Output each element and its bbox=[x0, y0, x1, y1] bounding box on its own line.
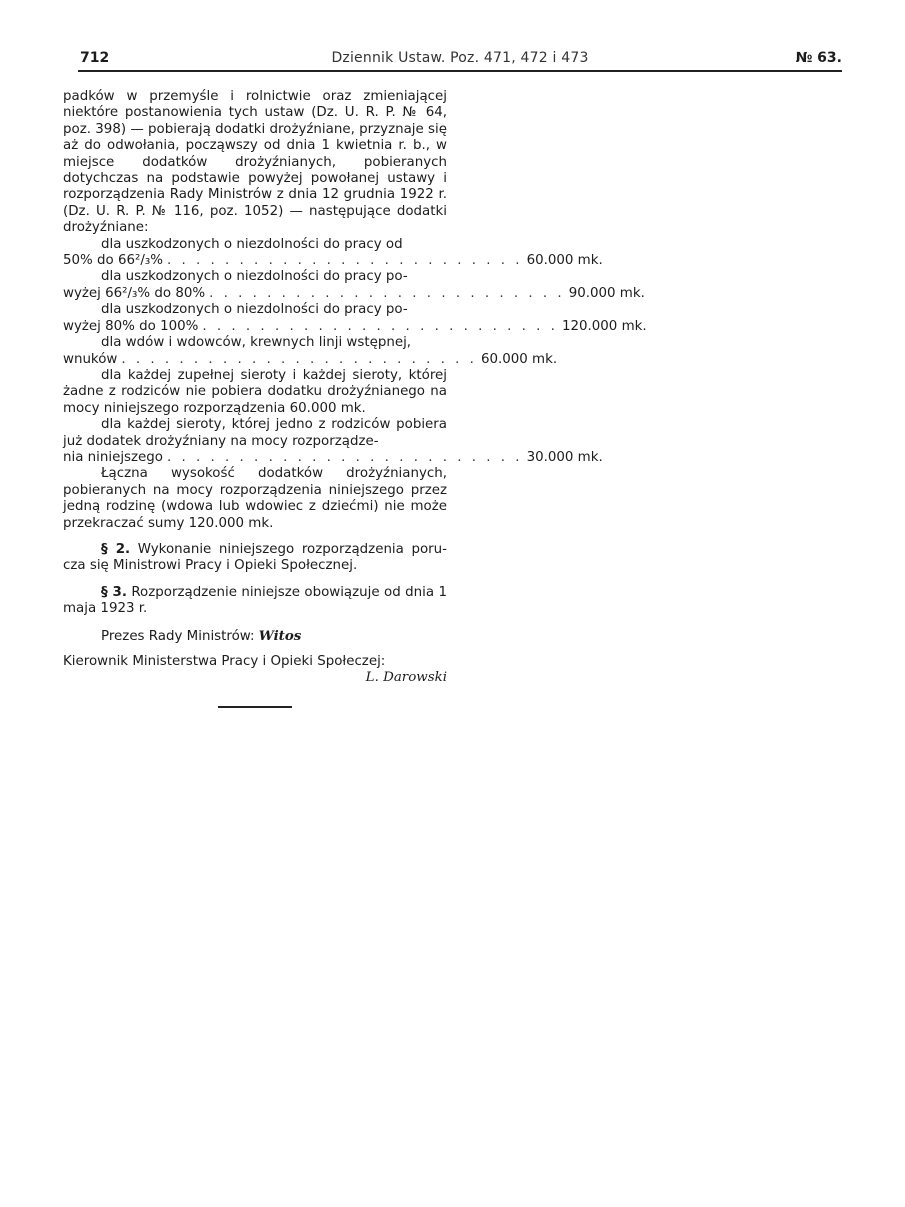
issue-number: № 63. bbox=[795, 50, 842, 66]
page-number: 712 bbox=[80, 50, 110, 66]
allowance-item bbox=[63, 236, 603, 270]
text-column bbox=[63, 89, 647, 687]
item-amount: 60.000 mk. bbox=[526, 253, 603, 269]
section-label: § 2. bbox=[101, 541, 131, 557]
item-amount: 30.000 mk. bbox=[526, 449, 603, 465]
leader-dots: . . . . . . . . . . . . . . . . . . . . . . . . . bbox=[202, 318, 558, 334]
item-text: dla uszkodzonych o niezdolności do pracy po- bbox=[101, 269, 408, 285]
section-2 bbox=[63, 542, 447, 575]
leader-dots: . . . . . . . . . . . . . . . . . . . . . . . . . bbox=[166, 449, 523, 465]
section-text: Wykonanie niniejszego rozporządzenia porucza się Ministrowi Pracy i Opieki Społecznej. bbox=[63, 541, 447, 574]
item-lead: wyżej 80% do 100% bbox=[63, 318, 199, 334]
item-amount: 120.000 mk. bbox=[561, 318, 647, 334]
item-text: dla uszkodzonych o niezdolności do pracy po- bbox=[101, 302, 408, 318]
section-label: § 3. bbox=[101, 584, 127, 600]
item-lead: wnuków bbox=[63, 351, 118, 367]
item-lead: nia niniejszego bbox=[63, 449, 163, 465]
signature-minister-name: L. Darowski bbox=[365, 670, 447, 686]
item-amount: 60.000 mk. bbox=[480, 351, 558, 367]
allowance-item bbox=[63, 417, 603, 466]
allowance-item bbox=[63, 269, 645, 302]
allowance-item bbox=[63, 335, 558, 368]
signature-prime-minister bbox=[63, 628, 447, 645]
item-text: dla każdej sieroty, której jedno z rodziców pobiera już dodatek drożyźniany na mocy rozporządze- bbox=[63, 417, 447, 449]
item-amount: 90.000 mk. bbox=[568, 285, 645, 301]
leader-dots: . . . . . . . . . . . . . . . . . . . . . . . . . bbox=[209, 285, 565, 301]
header-rule bbox=[78, 70, 842, 72]
item-lead: wyżej 66²/₃% do 80% bbox=[63, 285, 206, 301]
leader-dots: . . . . . . . . . . . . . . . . . . . . . . . . . bbox=[121, 351, 477, 367]
orphan-full-paragraph: dla każdej zupełnej sieroty i każdej sieroty, której żadne z rodziców nie pobiera dodatku drożyźnianego na mocy niniejszego rozporządzenia 60.000 mk. bbox=[63, 367, 447, 416]
leader-dots: . . . . . . . . . . . . . . . . . . . . . . . . . bbox=[166, 253, 523, 269]
allowance-item bbox=[63, 302, 647, 335]
section-text: Rozporządzenie niniejsze obowiązuje od dnia 1 maja 1923 r. bbox=[63, 584, 447, 617]
intro-paragraph: padków w przemyśle i rolnictwie oraz zmieniającej niektóre postanowienia tych ustaw (Dz. U. R. P. № 64, poz. 398) — pobierają dodatki drożyźniane, przyznaje się aż do odwołania, począwszy od dnia 1 kwietnia r. b., w miejsce dodatków drożyźnianych, pobieranych dotychczas na podstawie powyżej powołanej ustawy i rozporządzenia Rady Ministrów z dnia 12 grudnia 1922 r. (Dz. U. R. P. № 116, poz. 1052) — następujące dodatki drożyźniane: bbox=[63, 89, 447, 236]
journal-title: Dziennik Ustaw. Poz. 471, 472 i 473 bbox=[331, 50, 589, 66]
item-lead: 50% do 66²/₃% bbox=[63, 253, 163, 269]
end-rule bbox=[218, 706, 292, 708]
section-3 bbox=[63, 585, 447, 618]
signature-label: Prezes Rady Ministrów: bbox=[101, 628, 255, 644]
signature-minister-label: Kierownik Ministerstwa Pracy i Opieki Społeczej: bbox=[63, 654, 386, 669]
total-paragraph: Łączna wysokość dodatków drożyźnianych, pobieranych na mocy rozporządzenia niniejszego przez jedną rodzinę (wdowa lub wdowiec z dziećmi) nie może przekraczać sumy 120.000 mk. bbox=[63, 466, 447, 531]
item-text: dla wdów i wdowców, krewnych linji wstępnej, bbox=[101, 335, 412, 351]
item-text: dla uszkodzonych o niezdolności do pracy od bbox=[101, 236, 403, 252]
signature-name: Witos bbox=[258, 627, 302, 644]
page-header bbox=[78, 50, 842, 70]
